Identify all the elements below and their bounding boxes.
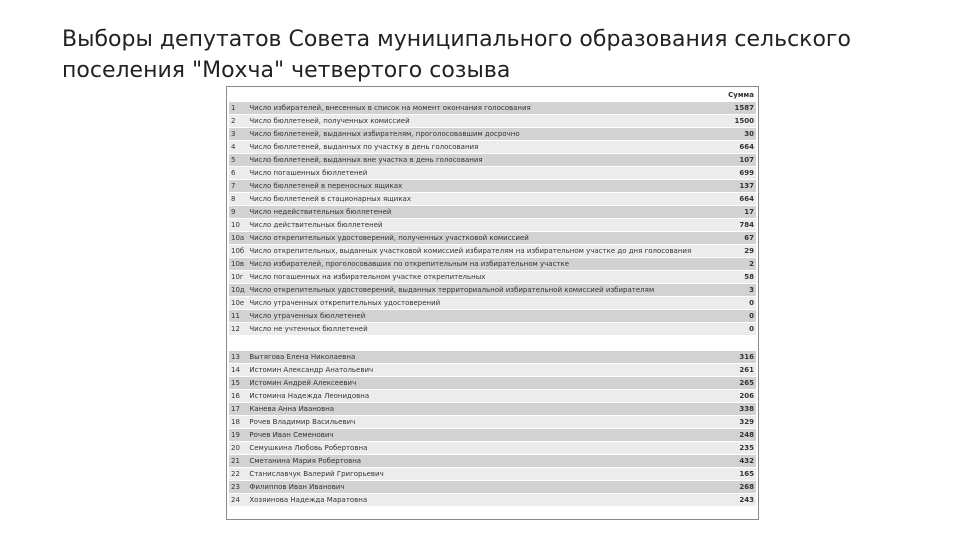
row-number: 10в: [229, 258, 247, 271]
row-value: 30: [718, 128, 756, 141]
protocol-row: [229, 219, 756, 232]
row-label: Число бюллетеней, выданных по участку в день голосования: [247, 141, 718, 154]
row-value: 137: [718, 180, 756, 193]
candidate-row: [229, 468, 756, 481]
row-label: Число бюллетеней, выданных вне участка в день голосования: [247, 154, 718, 167]
row-number: 10е: [229, 297, 247, 310]
sum-column-header: Сумма: [718, 89, 756, 102]
title-line-2: поселения "Мохча" четвертого созыва: [62, 58, 511, 83]
row-value: 248: [718, 429, 756, 442]
results-table-image: [226, 86, 759, 520]
results-table: [229, 89, 756, 507]
candidate-row: [229, 390, 756, 403]
row-value: 243: [718, 494, 756, 507]
row-value: 17: [718, 206, 756, 219]
row-label: Число действительных бюллетеней: [247, 219, 718, 232]
row-value: 329: [718, 416, 756, 429]
row-number: 7: [229, 180, 247, 193]
protocol-row: [229, 141, 756, 154]
row-label: Число открепительных, выданных участковой комиссией избирателям на избирательном участке до дня голосования: [247, 245, 718, 258]
row-label: Число бюллетеней, полученных комиссией: [247, 115, 718, 128]
row-number: 11: [229, 310, 247, 323]
row-number: 14: [229, 364, 247, 377]
row-label: Число бюллетеней в стационарных ящиках: [247, 193, 718, 206]
row-label: Число не учтенных бюллетеней: [247, 323, 718, 336]
candidate-row: [229, 481, 756, 494]
row-value: 784: [718, 219, 756, 232]
row-value: 0: [718, 323, 756, 336]
row-value: 316: [718, 351, 756, 364]
row-number: 16: [229, 390, 247, 403]
row-number: 10: [229, 219, 247, 232]
row-number: 5: [229, 154, 247, 167]
row-label: Число недействительных бюллетеней: [247, 206, 718, 219]
row-value: 165: [718, 468, 756, 481]
table-header-row: [229, 89, 756, 102]
row-label: Число открепительных удостоверений, выданных территориальной избирательной комиссией избирателям: [247, 284, 718, 297]
candidate-row: [229, 442, 756, 455]
title-line-1: Выборы депутатов Совета муниципального образования сельского: [62, 27, 851, 52]
row-label: Истомина Надежда Леонидовна: [247, 390, 718, 403]
table-spacer-row: [229, 336, 756, 351]
row-label: Рочев Владимир Васильевич: [247, 416, 718, 429]
row-number: 20: [229, 442, 247, 455]
row-number: 22: [229, 468, 247, 481]
protocol-row: [229, 258, 756, 271]
protocol-row: [229, 193, 756, 206]
candidate-row: [229, 351, 756, 364]
row-value: 268: [718, 481, 756, 494]
row-value: 67: [718, 232, 756, 245]
row-label: Число бюллетеней, выданных избирателям, проголосовавшим досрочно: [247, 128, 718, 141]
row-label: Число открепительных удостоверений, полученных участковой комиссией: [247, 232, 718, 245]
row-number: 6: [229, 167, 247, 180]
row-value: 261: [718, 364, 756, 377]
protocol-row: [229, 323, 756, 336]
row-number: 3: [229, 128, 247, 141]
candidate-row: [229, 377, 756, 390]
row-label: Число погашенных бюллетеней: [247, 167, 718, 180]
protocol-row: [229, 167, 756, 180]
row-value: 3: [718, 284, 756, 297]
protocol-row: [229, 310, 756, 323]
row-number: 19: [229, 429, 247, 442]
row-value: 1500: [718, 115, 756, 128]
row-value: 0: [718, 310, 756, 323]
row-number: 10б: [229, 245, 247, 258]
candidate-row: [229, 403, 756, 416]
row-number: 10д: [229, 284, 247, 297]
protocol-row: [229, 115, 756, 128]
protocol-row: [229, 102, 756, 115]
row-value: 664: [718, 193, 756, 206]
protocol-row: [229, 245, 756, 258]
row-label: Число избирателей, проголосовавших по открепительным на избирательном участке: [247, 258, 718, 271]
row-number: 12: [229, 323, 247, 336]
row-value: 1587: [718, 102, 756, 115]
row-number: 13: [229, 351, 247, 364]
row-label: Число утраченных бюллетеней: [247, 310, 718, 323]
row-value: 265: [718, 377, 756, 390]
protocol-row: [229, 284, 756, 297]
candidate-row: [229, 494, 756, 507]
row-value: 206: [718, 390, 756, 403]
row-label: Число утраченных открепительных удостоверений: [247, 297, 718, 310]
row-number: 23: [229, 481, 247, 494]
row-value: 107: [718, 154, 756, 167]
row-label: Рочев Иван Семенович: [247, 429, 718, 442]
candidate-row: [229, 455, 756, 468]
row-number: 4: [229, 141, 247, 154]
row-label: Число бюллетеней в переносных ящиках: [247, 180, 718, 193]
row-value: 235: [718, 442, 756, 455]
row-number: 10а: [229, 232, 247, 245]
row-number: 18: [229, 416, 247, 429]
row-number: 2: [229, 115, 247, 128]
row-number: 9: [229, 206, 247, 219]
protocol-row: [229, 271, 756, 284]
protocol-row: [229, 232, 756, 245]
row-label: Вытягова Елена Николаевна: [247, 351, 718, 364]
row-number: 1: [229, 102, 247, 115]
row-label: Станиславчук Валерий Григорьевич: [247, 468, 718, 481]
row-value: 664: [718, 141, 756, 154]
row-value: 29: [718, 245, 756, 258]
row-label: Число избирателей, внесенных в список на момент окончания голосования: [247, 102, 718, 115]
candidate-row: [229, 364, 756, 377]
row-label: Число погашенных на избирательном участке открепительных: [247, 271, 718, 284]
row-value: 2: [718, 258, 756, 271]
row-label: Истомин Андрей Алексеевич: [247, 377, 718, 390]
candidate-row: [229, 416, 756, 429]
protocol-row: [229, 180, 756, 193]
protocol-row: [229, 206, 756, 219]
protocol-row: [229, 128, 756, 141]
row-label: Канева Анна Ивановна: [247, 403, 718, 416]
row-number: 24: [229, 494, 247, 507]
protocol-row: [229, 297, 756, 310]
row-number: 10г: [229, 271, 247, 284]
row-label: Филиппов Иван Иванович: [247, 481, 718, 494]
slide-title: [62, 24, 922, 86]
row-number: 21: [229, 455, 247, 468]
row-label: Сметанина Мария Робертовна: [247, 455, 718, 468]
row-value: 338: [718, 403, 756, 416]
row-label: Семушкина Любовь Робертовна: [247, 442, 718, 455]
row-value: 0: [718, 297, 756, 310]
row-label: Хозяинова Надежда Маратовна: [247, 494, 718, 507]
row-value: 58: [718, 271, 756, 284]
protocol-row: [229, 154, 756, 167]
candidate-row: [229, 429, 756, 442]
row-label: Истомин Александр Анатольевич: [247, 364, 718, 377]
row-number: 8: [229, 193, 247, 206]
row-number: 15: [229, 377, 247, 390]
row-value: 432: [718, 455, 756, 468]
row-value: 699: [718, 167, 756, 180]
row-number: 17: [229, 403, 247, 416]
